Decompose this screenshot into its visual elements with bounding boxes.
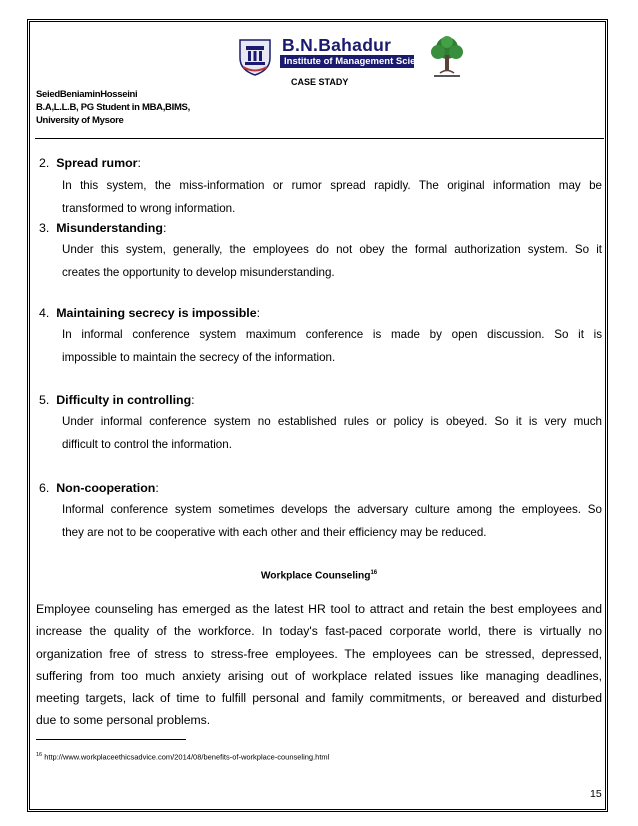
list-item-line: creates the opportunity to develop misunderstanding.: [62, 266, 335, 279]
crest-icon: [236, 36, 274, 76]
tree-icon: [428, 35, 466, 79]
list-item-line: Informal conference system sometimes develops the adversary culture among the employees. So: [62, 503, 602, 516]
list-item-line: In informal conference system maximum conference is made by open discussion. So it is: [62, 328, 602, 341]
case-label: CASE STADY: [291, 77, 349, 87]
list-item-title: 2. Spread rumor:: [39, 156, 141, 170]
paragraph-line: suffering from too much anxiety arising out of workplace related issues like managing deadlines,: [36, 669, 602, 683]
list-item-line: Under informal conference system no established rules or policy is obeyed. So it is very much: [62, 415, 602, 428]
list-item-line: In this system, the miss-information or rumor spread rapidly. The original information may be: [62, 179, 602, 192]
paragraph-line: organization free of stress to stress-free employees. The employees can be stressed, depressed,: [36, 647, 602, 661]
list-item-line: transformed to wrong information.: [62, 202, 236, 215]
institute-logo: [236, 36, 468, 78]
list-item-title: 5. Difficulty in controlling:: [39, 393, 195, 407]
footnote-divider: [36, 739, 186, 740]
footnote: $^{16}$ http://www.workplaceethicsadvice.com/2014/08/benefits-of-workplace-counseling.html: [36, 752, 330, 762]
paragraph-line: meeting targets, lack of time to fulfill personal and family commitments, or bereaved and disturbed: [36, 691, 602, 705]
section-heading: Workplace Counseling$^{16}$: [260, 570, 378, 582]
list-item-line: Under this system, generally, the employees do not obey the formal authorization system. So it: [62, 243, 602, 256]
list-item-line: impossible to maintain the secrecy of the information.: [62, 351, 336, 364]
paragraph-line: increase the quality of the workforce. In today's fast-paced corporate world, there is virtually no: [36, 624, 602, 638]
author-university: University of Mysore: [36, 115, 124, 126]
header-divider: [35, 138, 604, 139]
brand-subtitle: Institute of Management Science: [280, 55, 414, 68]
list-item-title: 3. Misunderstanding:: [39, 221, 167, 235]
list-item-line: difficult to control the information.: [62, 438, 232, 451]
list-item-title: 4. Maintaining secrecy is impossible:: [39, 306, 261, 320]
footnote-ref[interactable]: 16: [370, 570, 378, 576]
list-item-title: 6. Non-cooperation:: [39, 481, 159, 495]
brand-title: B.N.Bahadur: [282, 35, 392, 55]
paragraph-line: Employee counseling has emerged as the latest HR tool to attract and retain the best employees and: [36, 602, 602, 616]
page-number: 15: [590, 788, 602, 800]
list-item-line: they are not to be cooperative with each other and their efficiency may be reduced.: [62, 526, 487, 539]
author-name: SeiedBeniaminHosseini: [36, 89, 138, 100]
author-degree: B.A,L.L.B, PG Student in MBA,BIMS,: [36, 102, 190, 113]
footnote-link[interactable]: http://www.workplaceethicsadvice.com/2014/08/benefits-of-workplace-counseling.html: [42, 752, 330, 762]
paragraph-line: due to some personal problems.: [36, 713, 211, 727]
